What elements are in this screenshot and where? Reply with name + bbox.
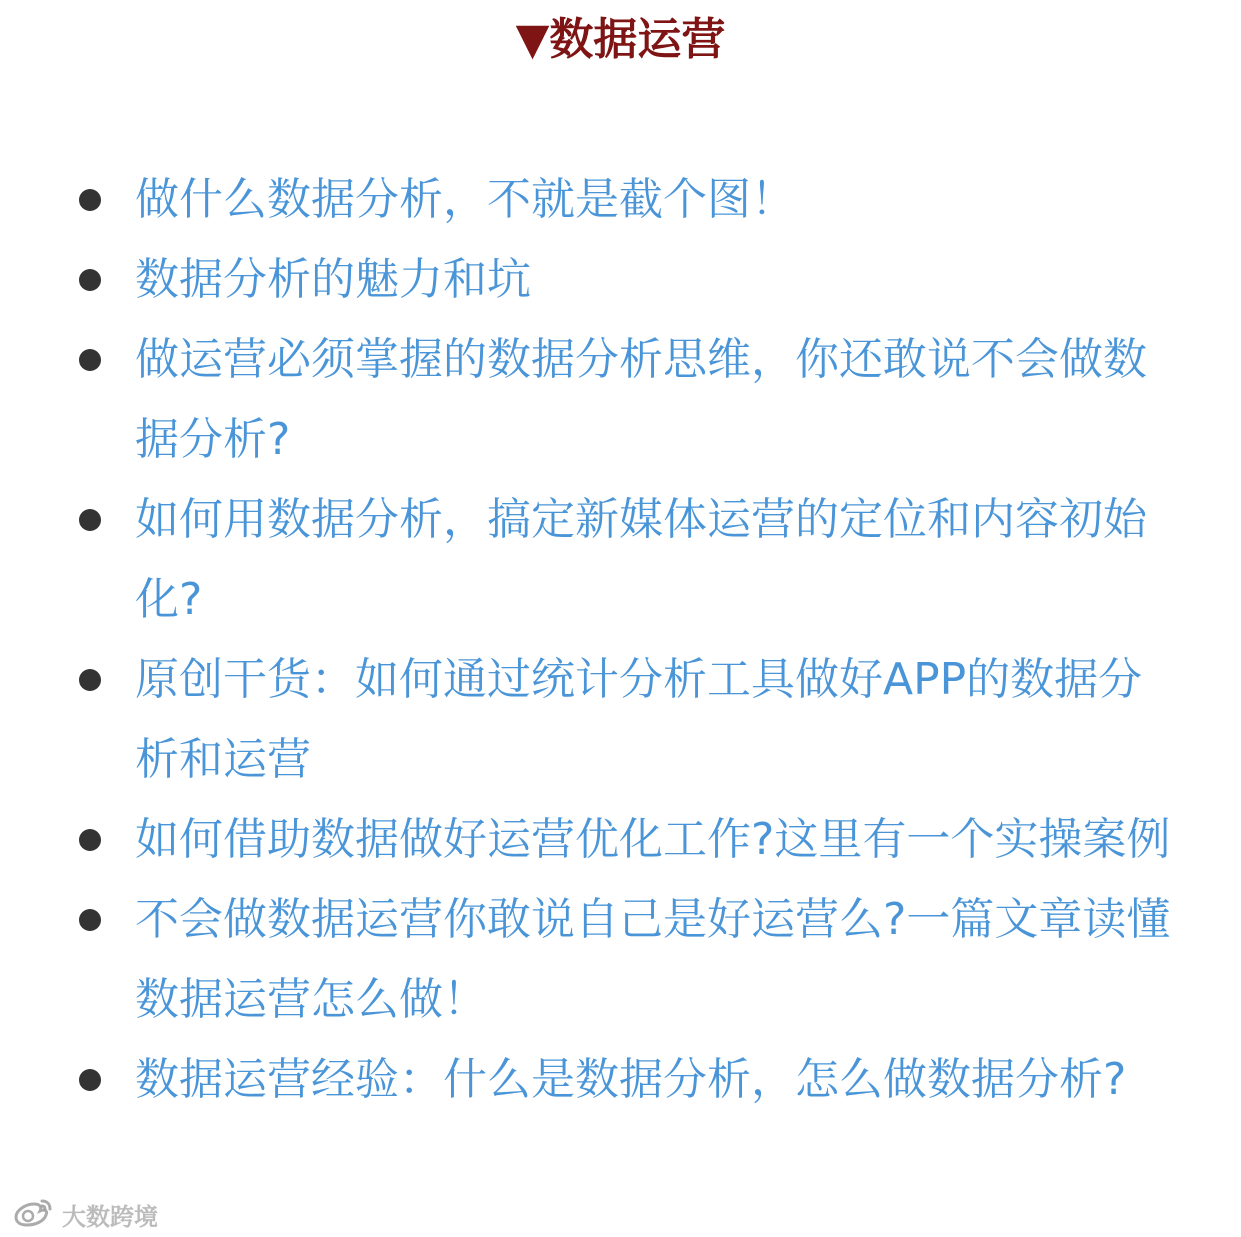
article-list-item — [0, 320, 1241, 480]
article-link[interactable]: 数据运营经验：什么是数据分析，怎么做数据分析? — [135, 1054, 1127, 1105]
article-list-item — [0, 240, 1241, 320]
article-list-item — [0, 640, 1241, 800]
article-list-item — [0, 800, 1241, 880]
article-link[interactable]: 数据分析的魅力和坑 — [135, 254, 531, 305]
bullet-icon — [79, 669, 101, 691]
article-list-item — [0, 480, 1241, 640]
bullet-icon — [79, 829, 101, 851]
article-link[interactable]: 不会做数据运营你敢说自己是好运营么?一篇文章读懂数据运营怎么做！ — [135, 894, 1171, 1025]
section-title: ▼数据运营 — [515, 14, 726, 65]
bullet-icon — [79, 189, 101, 211]
article-link[interactable]: 做运营必须掌握的数据分析思维，你还敢说不会做数据分析? — [135, 334, 1147, 465]
article-link[interactable]: 如何借助数据做好运营优化工作?这里有一个实操案例 — [135, 814, 1171, 865]
article-link[interactable]: 原创干货：如何通过统计分析工具做好APP的数据分析和运营 — [135, 654, 1143, 785]
article-list — [0, 160, 1241, 1120]
article-link[interactable]: 如何用数据分析，搞定新媒体运营的定位和内容初始化? — [135, 494, 1147, 625]
article-link[interactable]: 做什么数据分析，不就是截个图！ — [135, 174, 795, 225]
weibo-logo-icon — [8, 1197, 56, 1231]
article-list-item — [0, 880, 1241, 1040]
bullet-icon — [79, 349, 101, 371]
bullet-icon — [79, 909, 101, 931]
bullet-icon — [79, 509, 101, 531]
bullet-icon — [79, 1069, 101, 1091]
watermark — [8, 1196, 158, 1232]
bullet-icon — [79, 269, 101, 291]
article-list-item — [0, 1040, 1241, 1120]
article-list-item — [0, 160, 1241, 240]
watermark-text: 大数跨境 — [62, 1202, 158, 1231]
